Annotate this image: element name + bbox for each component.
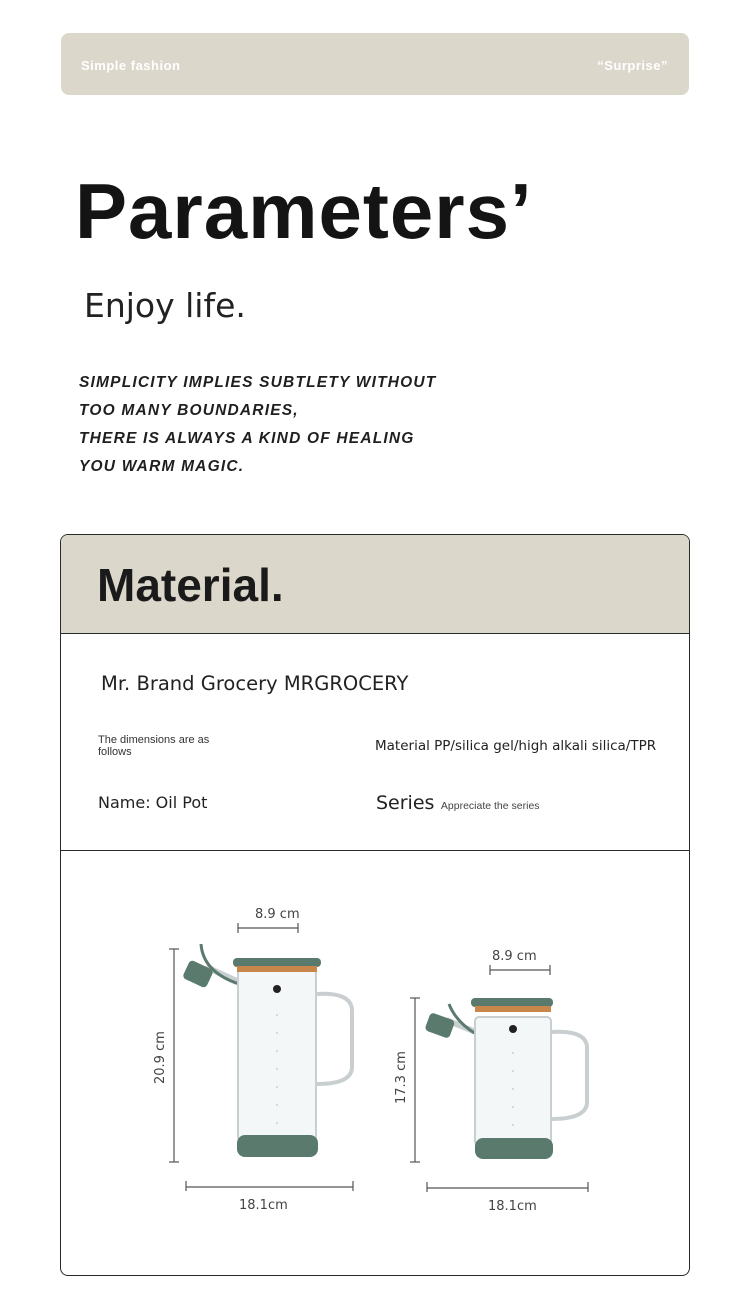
- series-note: Appreciate the series: [440, 800, 540, 812]
- page-title: Parameters’: [75, 167, 533, 255]
- material-text: Material PP/silica gel/high alkali silica/TPR: [375, 738, 657, 754]
- oil-pot-drawing: [61, 852, 689, 1275]
- small-base-label: 18.1cm: [488, 1199, 537, 1214]
- large-base-label: 18.1cm: [239, 1198, 288, 1213]
- spec-section: [61, 634, 689, 851]
- top-banner: [61, 33, 689, 95]
- dimensions-note: The dimensions are as follows: [98, 734, 210, 758]
- small-height-label: 17.3 cm: [394, 1051, 409, 1104]
- page-subtitle: Enjoy life.: [84, 286, 246, 325]
- card-title: Material.: [97, 559, 284, 611]
- large-height-label: 20.9 cm: [153, 1031, 168, 1084]
- quote-line: TOO MANY BOUNDARIES,: [79, 402, 299, 419]
- quote-line: YOU WARM MAGIC.: [79, 458, 245, 475]
- small-top-width-label: 8.9 cm: [492, 949, 537, 964]
- large-top-width-label: 8.9 cm: [255, 907, 300, 922]
- material-card: [60, 534, 690, 1276]
- series-row: [376, 792, 540, 814]
- series-label: Series: [376, 792, 435, 814]
- quote-line: SIMPLICITY IMPLIES SUBTLETY WITHOUT: [79, 374, 437, 391]
- product-illustration: [61, 852, 689, 1275]
- quote-block: [79, 369, 499, 481]
- banner-right-text: “Surprise”: [597, 58, 668, 73]
- small-oil-pot: [394, 949, 588, 1214]
- product-name: Name: Oil Pot: [98, 793, 208, 812]
- card-header: [61, 535, 689, 634]
- quote-line: THERE IS ALWAYS A KIND OF HEALING: [79, 430, 415, 447]
- brand-text: Mr. Brand Grocery MRGROCERY: [101, 672, 409, 695]
- banner-left-text: Simple fashion: [81, 58, 181, 73]
- large-oil-pot: [153, 907, 353, 1213]
